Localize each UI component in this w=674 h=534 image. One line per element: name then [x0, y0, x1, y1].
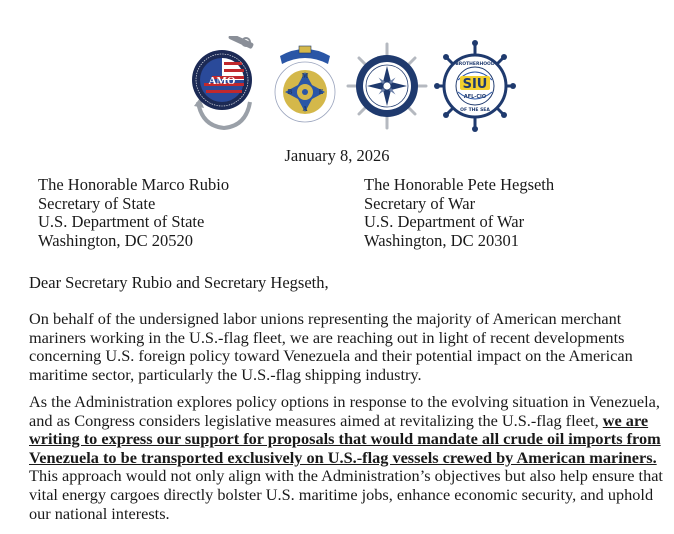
- recipient-address-hegseth: [364, 176, 554, 250]
- paragraph-line: [29, 412, 654, 431]
- letter-date: January 8, 2026: [284, 146, 390, 165]
- paragraph-line: vital energy cargoes directly bolster U.S. maritime jobs, enhance economic security, and uphold: [29, 484, 654, 504]
- svg-text:AFL-CIO: AFL-CIO: [463, 94, 487, 100]
- paragraph-line: our national interests.: [29, 503, 170, 523]
- paragraph-line: maritime sector, particularly the U.S.-flag shipping industry.: [29, 364, 422, 384]
- recipient-title: Secretary of State: [38, 193, 156, 213]
- recipient-name: The Honorable Pete Hegseth: [364, 175, 555, 194]
- meba-logo: [270, 40, 340, 132]
- svg-text:E: E: [318, 88, 324, 96]
- recipient-city: Washington, DC 20301: [364, 230, 519, 250]
- emphasized-line: Venezuela to be transported exclusively on U.S.-flag vessels crewed by American mariners.: [29, 447, 657, 467]
- svg-text:AMO: AMO: [208, 75, 236, 87]
- anchor-icon: [188, 36, 260, 132]
- recipient-department: U.S. Department of War: [364, 212, 525, 231]
- paragraph-line: On behalf of the undersigned labor unions representing the majority of American merchant: [29, 309, 622, 328]
- recipient-department: U.S. Department of State: [38, 212, 205, 231]
- svg-text:M: M: [301, 72, 309, 80]
- siu-logo: [434, 38, 516, 134]
- paragraph-line: concerning U.S. foreign policy toward Venezuela and their potential impact on the American: [29, 346, 633, 366]
- paragraph-line: mariners working in the U.S.-flag fleet, we are reaching out in light of recent developments: [29, 327, 625, 347]
- union-logos: [188, 36, 518, 136]
- recipient-city: Washington, DC 20520: [38, 230, 193, 250]
- emphasized-line: writing to express our support for proposals that would mandate all crude oil imports from: [29, 429, 661, 449]
- mmp-logo: [346, 40, 428, 132]
- paragraph-line: This approach would not only align with the Administration’s objectives but also help ensure that: [29, 466, 663, 486]
- svg-text:SIU: SIU: [462, 77, 488, 92]
- ships-wheel-icon: [346, 40, 428, 132]
- recipient-address-rubio: [38, 176, 229, 250]
- recipient-title: Secretary of War: [364, 193, 476, 213]
- svg-text:OF THE SEA: OF THE SEA: [460, 108, 490, 113]
- paragraph-support: [29, 392, 663, 523]
- paragraph-intro: [29, 310, 654, 384]
- salutation: Dear Secretary Rubio and Secretary Hegseth,: [29, 273, 329, 292]
- svg-text:B: B: [287, 88, 293, 96]
- amo-logo: [188, 36, 260, 132]
- recipient-name: The Honorable Marco Rubio: [38, 175, 230, 194]
- paragraph-line: As the Administration explores policy options in response to the evolving situation in Venezuela,: [29, 392, 660, 411]
- svg-text:BROTHERHOOD: BROTHERHOOD: [455, 62, 495, 67]
- svg-text:A: A: [302, 105, 308, 113]
- emphasized-text: we are: [602, 410, 649, 430]
- ships-wheel-icon: [434, 38, 516, 134]
- plain-text: and as Congress considers legislative measures aimed at revitalizing the U.S.-flag fleet,: [29, 410, 603, 430]
